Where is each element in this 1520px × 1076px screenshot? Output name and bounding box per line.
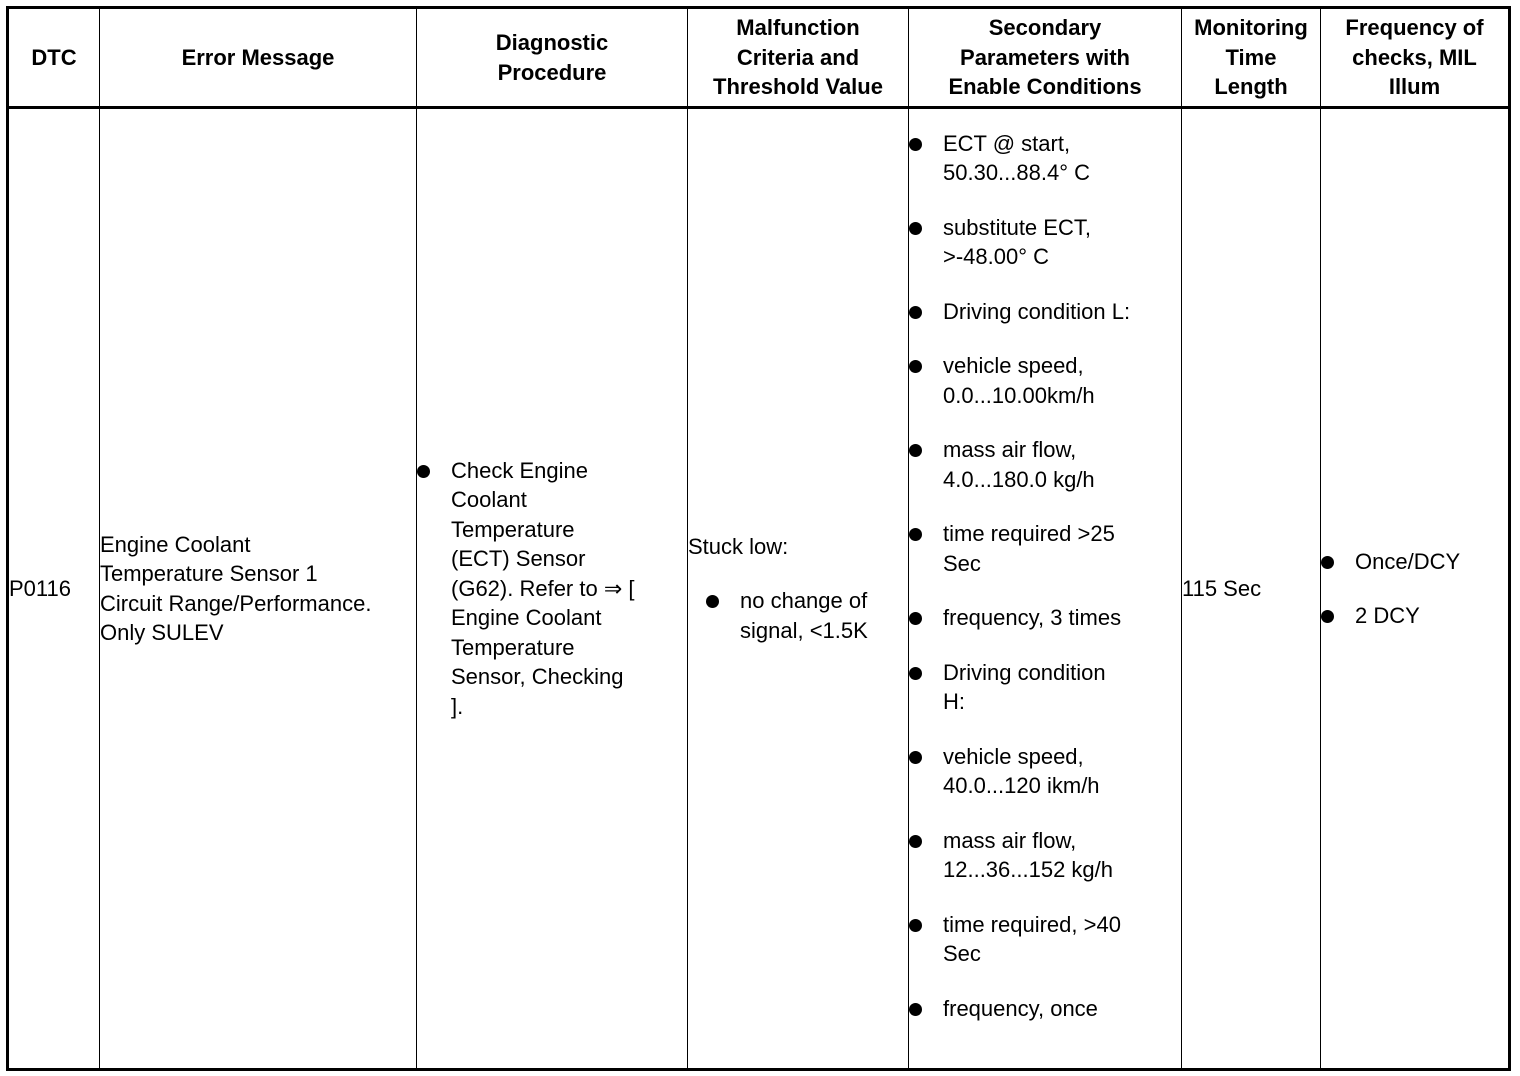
header-dtc: DTC	[8, 8, 100, 108]
list-item: mass air flow, 12...36...152 kg/h	[909, 826, 1181, 885]
list-item: mass air flow, 4.0...180.0 kg/h	[909, 435, 1181, 494]
list-item: ECT @ start, 50.30...88.4° C	[909, 129, 1181, 188]
frequency-list	[1321, 547, 1508, 631]
header-malfunction-criteria: Malfunction Criteria and Threshold Value	[688, 8, 909, 108]
dtc-table	[6, 6, 1511, 1071]
diagnostic-procedure-cell	[417, 108, 688, 1070]
list-item: time required, >40 Sec	[909, 910, 1181, 969]
header-secondary-parameters: Secondary Parameters with Enable Conditions	[909, 8, 1182, 108]
list-item: Driving condition L:	[909, 297, 1181, 327]
criteria-intro: Stuck low:	[688, 533, 789, 559]
list-item: vehicle speed, 40.0...120 ikm/h	[909, 742, 1181, 801]
table-row	[8, 108, 1510, 1070]
header-diagnostic-procedure: Diagnostic Procedure	[417, 8, 688, 108]
list-item: frequency, once	[909, 994, 1181, 1024]
procedure-list	[417, 456, 687, 722]
secondary-parameters-list	[909, 129, 1181, 1024]
header-error-message: Error Message	[100, 8, 417, 108]
secondary-parameters-cell	[909, 108, 1182, 1070]
list-item: Once/DCY	[1321, 547, 1508, 577]
error-message-cell: Engine Coolant Temperature Sensor 1 Circuit Range/Performance. Only SULEV	[100, 108, 417, 1070]
list-item: 2 DCY	[1321, 601, 1508, 631]
header-monitoring-time: Monitoring Time Length	[1182, 8, 1321, 108]
criteria-list	[688, 586, 908, 645]
header-frequency: Frequency of checks, MIL Illum	[1321, 8, 1510, 108]
list-item: vehicle speed, 0.0...10.00km/h	[909, 351, 1181, 410]
list-item: Driving condition H:	[909, 658, 1181, 717]
monitoring-time-cell: 115 Sec	[1182, 108, 1321, 1070]
list-item: frequency, 3 times	[909, 603, 1181, 633]
malfunction-criteria-cell	[688, 108, 909, 1070]
header-row	[8, 8, 1510, 108]
dtc-code-cell: P0116	[8, 108, 100, 1070]
list-item: no change of signal, <1.5K	[706, 586, 908, 645]
list-item: Check Engine Coolant Temperature (ECT) Sensor (G62). Refer to ⇒ [ Engine Coolant Temperature Sensor, Checking ].	[417, 456, 687, 722]
frequency-cell	[1321, 108, 1510, 1070]
list-item: time required >25 Sec	[909, 519, 1181, 578]
list-item: substitute ECT, >-48.00° C	[909, 213, 1181, 272]
